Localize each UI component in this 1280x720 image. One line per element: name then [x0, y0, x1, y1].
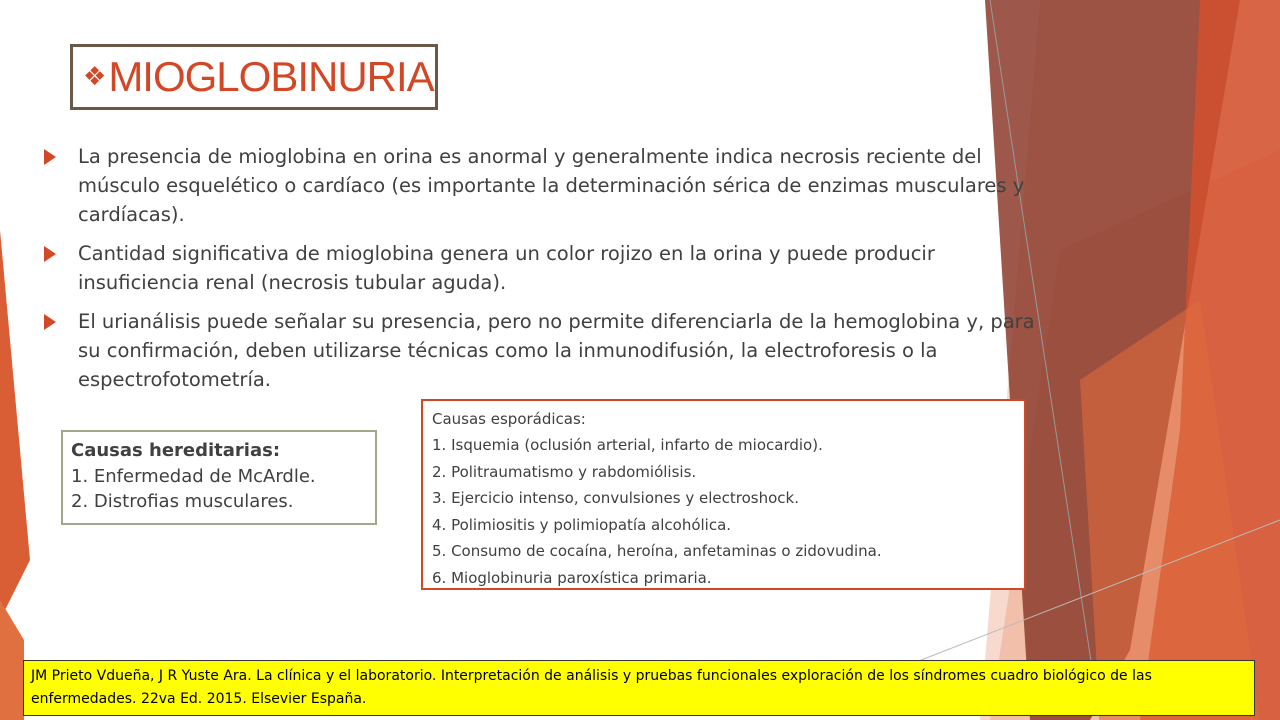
sporadic-item: 4. Polimiositis y polimiopatía alcohólica. — [432, 515, 732, 534]
hereditary-item: 2. Distrofias musculares. — [71, 491, 294, 512]
triangle-bullet-icon — [44, 246, 56, 262]
bullet-item — [44, 142, 1044, 229]
triangle-bullet-icon — [44, 314, 56, 330]
sporadic-item: 5. Consumo de cocaína, heroína, anfetaminas o zidovudina. — [432, 542, 882, 560]
title-box — [70, 44, 438, 110]
left-facet — [0, 230, 30, 620]
sporadic-item: 3. Ejercicio intenso, convulsiones y electroshock. — [432, 489, 799, 507]
triangle-bullet-icon — [44, 149, 56, 165]
hereditary-item: 1. Enfermedad de McArdle. — [71, 466, 316, 487]
sporadic-causes-box — [421, 399, 1026, 590]
hereditary-causes-box — [61, 430, 377, 525]
sporadic-item: 2. Politraumatismo y rabdomiólisis. — [432, 462, 697, 481]
sporadic-item: 6. Mioglobinuria paroxística primaria. — [432, 568, 712, 587]
bullet-text: La presencia de mioglobina en orina es anormal y generalmente indica necrosis reciente del músculo esquelético o cardíaco (es importante la determinación sérica de enzimas musculares y cardíacas). — [78, 145, 1025, 226]
sporadic-item: 1. Isquemia (oclusión arterial, infarto de miocardio). — [432, 436, 823, 454]
bottom-left-facet — [0, 600, 24, 720]
reference-citation: JM Prieto Vdueña, J R Yuste Ara. La clínica y el laboratorio. Interpretación de análisis y pruebas funcionales exploración de los síndromes cuadro biológico de las enfermedades. 22va Ed. 2015. Elsevier España. — [23, 660, 1255, 716]
diamond-bullet-icon: ❖ — [83, 62, 107, 92]
bullet-item — [44, 307, 1044, 394]
bullet-text: El urianálisis puede señalar su presencia, pero no permite diferenciarla de la hemoglobina y, para su confirmación, deben utilizarse técnicas como la inmunodifusión, la electroforesis o la espectrofotometría. — [78, 310, 1035, 391]
hereditary-heading: Causas hereditarias: — [71, 440, 281, 461]
sporadic-heading: Causas esporádicas: — [432, 410, 586, 428]
bullet-item — [44, 239, 1044, 297]
page-title: MIOGLOBINURIA — [108, 53, 434, 100]
bullet-text: Cantidad significativa de mioglobina genera un color rojizo en la orina y puede producir insuficiencia renal (necrosis tubular aguda). — [78, 242, 935, 294]
bullet-list — [44, 142, 1044, 404]
